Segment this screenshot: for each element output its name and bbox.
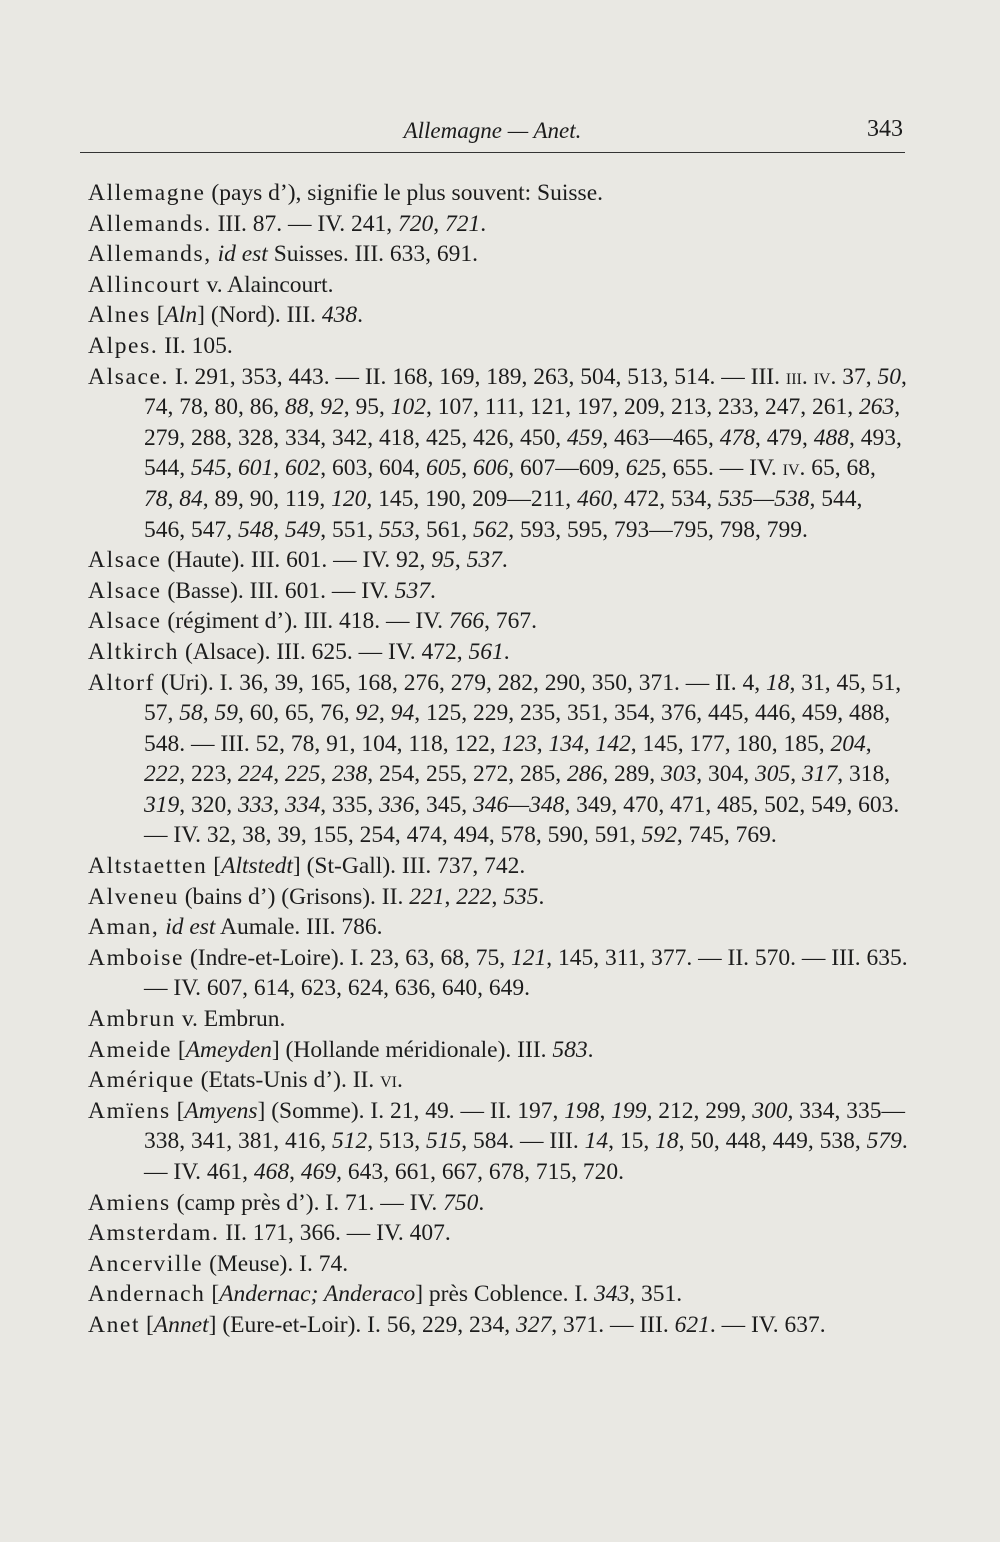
entry-headword: Amsterdam.	[88, 1220, 220, 1247]
entry-text: (régiment d’). III. 418. — IV.	[161, 608, 449, 635]
entry-headword: Altkirch	[88, 638, 180, 665]
entry-text: 84	[179, 485, 203, 512]
entry-text: I. 291, 353, 443. — II. 168, 169, 189, 263, 504, 513, 514. — III.	[169, 363, 786, 390]
entry-text: 721	[444, 210, 481, 237]
entry-text: .	[478, 1189, 485, 1216]
entry-text: . — IV. 637.	[709, 1311, 826, 1338]
entry-text: 537	[466, 547, 502, 574]
entry-text: 561	[468, 638, 504, 665]
entry-headword: Ameide	[88, 1036, 172, 1063]
index-entry	[88, 1096, 908, 1188]
entry-text: 720	[397, 210, 434, 237]
index-entry	[88, 637, 908, 668]
entry-text: 222	[144, 761, 180, 788]
entry-text: , 60, 65, 76,	[238, 700, 356, 727]
entry-text: 95	[431, 547, 455, 574]
entry-text: 123	[501, 730, 537, 757]
entry-text: 336	[379, 791, 415, 818]
entry-text: 305	[755, 761, 791, 788]
entry-text: [	[207, 853, 222, 880]
entry-text: (Alsace). III. 625. — IV. 472,	[179, 638, 469, 665]
entry-text: 18	[766, 669, 790, 696]
entry-text: ] (Somme). I. 21, 49. — II. 197,	[257, 1097, 565, 1124]
entry-text: , 745, 769.	[676, 822, 777, 849]
entry-headword: Andernach	[88, 1281, 206, 1308]
entry-headword: Alveneu	[88, 883, 179, 910]
entry-text: 579	[866, 1128, 902, 1155]
entry-text: ,	[202, 700, 215, 727]
entry-text: 65, 68,	[805, 455, 876, 482]
entry-headword: Altstaetten	[88, 853, 208, 880]
entry-text: 512	[332, 1128, 368, 1155]
entry-text: 333	[238, 791, 274, 818]
entry-text: v. Alaincourt.	[200, 271, 334, 298]
page-number: 343	[867, 116, 903, 142]
entry-text: 602	[285, 455, 321, 482]
entry-text: , 212, 299,	[646, 1097, 753, 1124]
entry-text: .	[480, 210, 487, 237]
index-entry	[88, 1035, 908, 1066]
entry-text: , 107, 111, 121, 197, 209, 213, 233, 247, 261,	[426, 394, 860, 421]
entry-text: 553	[379, 516, 415, 543]
entry-text: 224	[238, 761, 274, 788]
entry-text: 535	[503, 883, 539, 910]
entry-text: ,	[273, 516, 285, 543]
entry-text: , 125, 229, 235, 351, 354, 376, 445, 446, 459, 488, 548. — III. 52, 78, 91, 104, 118, 122,	[144, 700, 891, 757]
entry-text: 343	[594, 1281, 630, 1308]
entry-text: 327	[515, 1311, 552, 1338]
index-entry	[88, 851, 908, 882]
entry-headword: Amboise	[88, 944, 185, 971]
index-entry	[88, 882, 908, 913]
entry-text: ] (St-Gall). III. 737, 742.	[292, 853, 526, 880]
entry-text: 488	[813, 424, 849, 451]
entry-text: , 304,	[696, 761, 755, 788]
entry-text: .	[357, 302, 363, 329]
entry-text: 478	[719, 424, 755, 451]
entry-text: , 472, 534,	[612, 485, 719, 512]
entry-text: .	[430, 577, 436, 604]
entry-headword: Amïens	[88, 1097, 171, 1124]
entry-text: , 318,	[837, 761, 891, 788]
entry-text: id est	[165, 914, 216, 941]
entry-text: 92	[320, 394, 344, 421]
entry-text: 766	[448, 608, 485, 635]
entry-text: 198	[564, 1097, 600, 1124]
index-entry	[88, 545, 908, 576]
entry-text: 583	[552, 1036, 588, 1063]
entry-text: . — IV. 461,	[144, 1128, 908, 1185]
entry-text: (Etats-Unis d’). II.	[194, 1067, 381, 1094]
index-entry	[88, 1279, 908, 1310]
entry-headword: Alpes.	[88, 332, 159, 359]
entry-text: (bains d’) (Grisons). II.	[178, 883, 410, 910]
entry-text: , 345,	[414, 791, 473, 818]
entry-text: 37,	[836, 363, 878, 390]
entry-text: 88	[285, 394, 309, 421]
entry-text: ,	[865, 730, 872, 757]
entry-text: , 544, 546, 547,	[144, 485, 863, 543]
entry-text: 78	[144, 485, 168, 512]
entry-text: ,	[433, 210, 445, 237]
entry-text: v. Embrun.	[175, 1006, 286, 1033]
entry-text: Altstedt	[221, 853, 293, 880]
entry-text: , 584. — III.	[461, 1128, 585, 1155]
entry-text: ] près Coblence. I.	[415, 1281, 595, 1308]
index-entry	[88, 178, 908, 209]
entry-text: ] (Eure-et-Loir). I. 56, 229, 234,	[208, 1311, 516, 1338]
entry-text: 750	[443, 1189, 479, 1216]
entry-text: 459	[567, 424, 603, 451]
entry-text: , 607—609,	[508, 455, 626, 482]
entry-headword: Alsace	[88, 547, 162, 574]
index-entry	[88, 239, 908, 270]
entry-text: ,	[444, 883, 457, 910]
index-entry	[88, 1310, 908, 1341]
entry-text: 50	[877, 363, 901, 390]
entry-text: 102	[390, 394, 426, 421]
index-entry	[88, 668, 908, 852]
entry-text: ,	[379, 700, 391, 727]
entry-text: , 349, 470, 471, 485, 502, 549, 603. — IV. 32, 38, 39, 155, 254, 474, 494, 578, 590, 591,	[144, 791, 900, 849]
entry-text: 134	[548, 730, 584, 757]
entry-text: (Basse). III. 601. — IV.	[161, 577, 395, 604]
entry-text: .	[587, 1036, 594, 1063]
entry-text: II. 105.	[158, 332, 233, 359]
entry-text: iv.	[782, 455, 806, 482]
entry-text: , 31, 45, 51, 57,	[144, 669, 902, 727]
entry-text: 562	[473, 516, 509, 543]
entry-text: .	[538, 883, 545, 910]
entry-text: , 320,	[179, 791, 238, 818]
entry-text: 300	[752, 1097, 788, 1124]
entry-text: , 655. — IV.	[661, 455, 783, 482]
entry-text: ,	[308, 394, 321, 421]
entry-text: 460	[577, 485, 613, 512]
entry-text: iii. iv.	[785, 363, 837, 390]
entry-text: 199	[611, 1097, 647, 1124]
entry-text: ,	[320, 761, 332, 788]
index-entry	[88, 606, 908, 637]
entry-text: 592	[641, 822, 677, 849]
entry-text: Ameyden	[185, 1036, 272, 1063]
entry-text: ,	[461, 455, 473, 482]
entry-text: (Indre-et-Loire). I. 23, 63, 68, 75,	[184, 944, 511, 971]
entry-text: II. 171, 366. — IV. 407.	[219, 1220, 451, 1247]
entry-text: ,	[790, 761, 802, 788]
index-entry	[88, 300, 908, 331]
entry-text: , 74, 78, 80, 86,	[144, 363, 907, 421]
entry-text: 142	[595, 730, 631, 757]
entry-text: ,	[273, 455, 285, 482]
entry-text: 222	[456, 883, 492, 910]
entry-headword: Altorf	[88, 669, 156, 696]
entry-text: [	[150, 302, 165, 329]
entry-text: , 334, 335—338, 341, 381, 416,	[144, 1097, 906, 1155]
entry-text: 334	[285, 791, 321, 818]
entry-text: 18	[655, 1128, 679, 1155]
entry-text: 515	[426, 1128, 462, 1155]
entry-text: 94	[390, 700, 415, 727]
entry-headword: Amiens	[88, 1189, 171, 1216]
entry-text: id est	[217, 241, 268, 268]
index-entry	[88, 1218, 908, 1249]
entry-headword: Aman,	[88, 914, 160, 941]
entry-text: ,	[583, 730, 596, 757]
entry-text: ,	[536, 730, 549, 757]
entry-text: (pays d’), signifie le plus souvent: Suisse.	[205, 180, 604, 206]
entry-text: ,	[599, 1097, 612, 1124]
entry-text: (Meuse). I. 74.	[203, 1250, 349, 1277]
entry-text: ] (Nord). III.	[197, 302, 322, 329]
entry-text: , 493, 544,	[144, 424, 902, 482]
index-entry	[88, 1249, 908, 1280]
entry-text: , 513,	[367, 1128, 426, 1155]
entry-text: [	[205, 1281, 220, 1308]
entry-text: 225	[285, 761, 321, 788]
entry-text: ,	[491, 883, 504, 910]
entry-text: 468	[253, 1159, 290, 1185]
index-entry	[88, 209, 908, 240]
entry-text: ,	[289, 1159, 301, 1185]
entry-text: .	[503, 638, 510, 665]
entry-text: , 463—465,	[602, 424, 720, 451]
entry-headword: Amérique	[88, 1067, 195, 1094]
index-entry	[88, 1065, 908, 1096]
entry-text: 238	[332, 761, 368, 788]
entry-text: , 279, 288, 328, 334, 342, 418, 425, 426, 450,	[144, 394, 901, 451]
entry-headword: Alsace	[88, 608, 162, 635]
entry-headword: Allemands.	[88, 210, 212, 237]
entry-text: 120	[331, 485, 367, 512]
entry-headword: Allemagne	[88, 180, 206, 206]
index-entry	[88, 912, 908, 943]
entry-text: 549	[285, 516, 321, 543]
entry-text: 303	[661, 761, 697, 788]
entry-text: 605	[426, 455, 462, 482]
entry-text: 319	[144, 791, 180, 818]
entry-text: 346—348	[473, 791, 565, 818]
entry-text: , 561,	[414, 516, 473, 543]
entry-text: 469	[300, 1159, 337, 1185]
index-entry	[88, 362, 908, 546]
entry-headword: Alsace.	[88, 363, 170, 390]
entry-text: 263	[859, 394, 895, 421]
entry-text: , 15,	[608, 1128, 656, 1155]
entry-text: ] (Hollande méridionale). III.	[271, 1036, 553, 1063]
entry-text: 14	[584, 1128, 609, 1155]
entry-text: , 767.	[484, 608, 538, 635]
entry-headword: Alsace	[88, 577, 162, 604]
entry-text: , 371. — III.	[551, 1311, 675, 1338]
entry-text: 58	[179, 700, 203, 727]
entry-text: ,	[273, 761, 285, 788]
index-entry	[88, 1188, 908, 1219]
entry-headword: Alnes	[88, 302, 151, 329]
entry-text: , 351.	[629, 1281, 683, 1308]
index-entries	[88, 178, 908, 1341]
entry-text: , 95,	[343, 394, 391, 421]
entry-text: , 603, 604,	[320, 455, 426, 482]
entry-text: , 254, 255, 272, 285,	[367, 761, 567, 788]
entry-text: 625	[625, 455, 661, 482]
entry-text: 59	[214, 700, 238, 727]
entry-text: Annet	[153, 1311, 209, 1338]
entry-text: , 643, 661, 667, 678, 715, 720.	[336, 1159, 625, 1185]
entry-text: , 479,	[755, 424, 814, 451]
entry-text: .	[501, 547, 508, 574]
entry-headword: Allemands,	[88, 241, 212, 268]
entry-text: ,	[167, 485, 180, 512]
index-entry	[88, 331, 908, 362]
entry-text: 438	[321, 302, 358, 329]
entry-text: , 335,	[320, 791, 379, 818]
entry-text: Aln	[164, 302, 198, 329]
index-entry	[88, 943, 908, 1004]
running-title: Allemagne — Anet.	[403, 118, 582, 143]
entry-text: , 551,	[320, 516, 379, 543]
entry-text: , 223,	[179, 761, 238, 788]
entry-text: vi.	[380, 1067, 403, 1094]
entry-text: , 593, 595, 793—795, 798, 799.	[508, 516, 808, 543]
entry-text: Suisses. III. 633, 691.	[267, 241, 479, 268]
entry-text: [	[140, 1311, 154, 1338]
entry-text: 601	[238, 455, 274, 482]
entry-text: 92	[355, 700, 379, 727]
entry-text: 537	[394, 577, 431, 604]
entry-text: , 289,	[602, 761, 661, 788]
entry-text: 548	[238, 516, 274, 543]
entry-text: [	[172, 1036, 186, 1063]
entry-text: ,	[226, 455, 238, 482]
entry-text: (Haute). III. 601. — IV. 92,	[161, 547, 432, 574]
entry-text: 317	[802, 761, 838, 788]
entry-text: , 145, 177, 180, 185,	[630, 730, 831, 757]
entry-text: , 50, 448, 449, 538,	[678, 1128, 867, 1155]
entry-text: Aumale. III. 786.	[215, 914, 383, 941]
index-entry	[88, 1004, 908, 1035]
entry-text: 121	[511, 944, 547, 971]
entry-text: 204	[830, 730, 866, 757]
entry-text: , 145, 311, 377. — II. 570. — III. 635. — IV. 607, 614, 623, 624, 636, 640, 649.	[144, 944, 908, 1002]
entry-headword: Anet	[88, 1311, 141, 1338]
entry-text: (Uri). I. 36, 39, 165, 168, 276, 279, 282, 290, 350, 371. — II. 4,	[155, 669, 766, 696]
entry-text: , 89, 90, 119,	[202, 485, 332, 512]
entry-text: (camp près d’). I. 71. — IV.	[170, 1189, 444, 1216]
entry-text: 286	[567, 761, 603, 788]
index-entry	[88, 576, 908, 607]
entry-text: 621	[674, 1311, 710, 1338]
running-head	[80, 112, 905, 153]
entry-text: ,	[273, 791, 285, 818]
index-entry	[88, 270, 908, 301]
entry-headword: Ancerville	[88, 1250, 204, 1277]
entry-text: 535—538	[718, 485, 810, 512]
entry-text: III. 87. — IV. 241,	[211, 210, 398, 237]
entry-text: 545	[191, 455, 227, 482]
entry-text: 606	[473, 455, 509, 482]
entry-headword: Allincourt	[88, 271, 201, 298]
entry-headword: Ambrun	[88, 1006, 176, 1033]
entry-text: , 145, 190, 209—211,	[366, 485, 578, 512]
entry-text: Amyens	[184, 1097, 258, 1124]
entry-text: 221	[409, 883, 445, 910]
entry-text: Andernac; Anderaco	[219, 1281, 416, 1308]
entry-text: ,	[454, 547, 467, 574]
entry-text: [	[170, 1097, 185, 1124]
